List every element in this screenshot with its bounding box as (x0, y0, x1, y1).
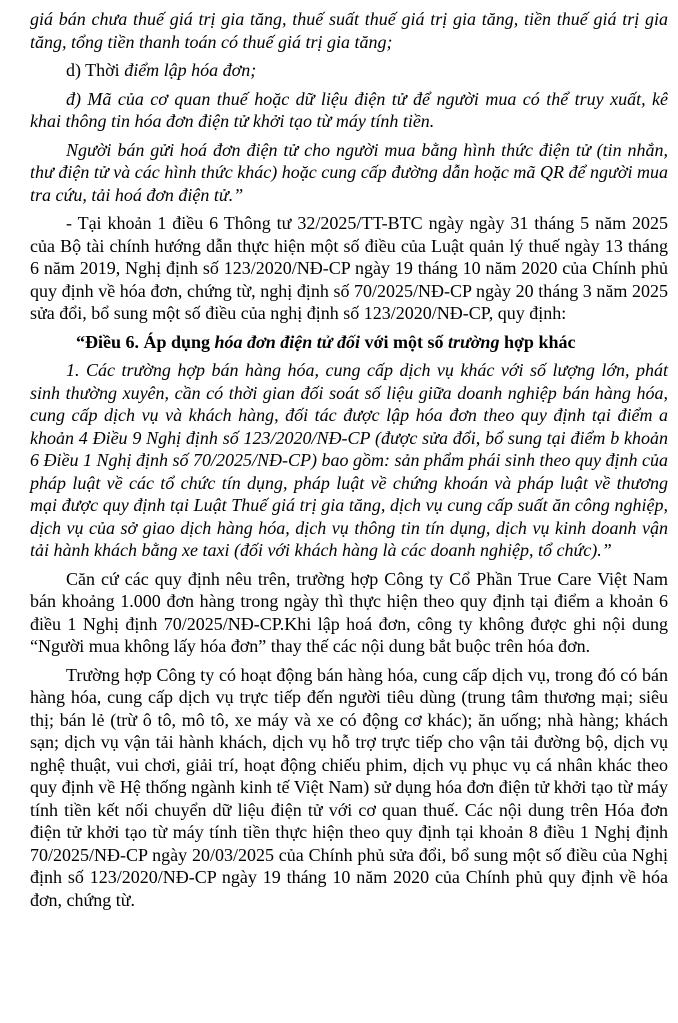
text-run: với một số (360, 331, 448, 352)
text-run: Căn cứ các quy định nêu trên, trường hợp Công ty Cổ Phần True Care Việt Nam bán khoảng 1.000 đơn hàng trong ngày thì thực hiện theo quy định tại điểm a khoản 6 điều 1 Nghị định 70/2025/NĐ-CP.Khi lập hoá đơn, công ty không được ghi nội dung “Người mua không lấy hóa đơn” thay thế các nội dung bắt buộc trên hóa đơn. (30, 568, 668, 656)
text-run: giá bán chưa thuế giá trị gia tăng, thuế suất thuế giá trị gia tăng, tiền thuế giá trị gia tăng, tổng tiền thanh toán có thuế giá trị gia tăng; (30, 9, 668, 52)
paragraph-p7-clause-1 (30, 359, 668, 562)
text-run: hóa đơn điện tử đối (214, 331, 361, 352)
paragraph-p8-conclusion-true-care (30, 568, 668, 658)
paragraph-p1-continued-quote (30, 8, 668, 53)
text-run: hợp khác (499, 331, 576, 352)
document-body (30, 8, 668, 911)
paragraph-p6-article-6-heading (30, 331, 668, 354)
text-run: trường (447, 331, 500, 352)
text-run: Trường hợp Công ty có hoạt động bán hàng hóa, cung cấp dịch vụ, trong đó có bán hàng hóa, cung cấp dịch vụ trực tiếp đến người tiêu dùng (trung tâm thương mại; siêu thị; bán lẻ (trừ ô tô, mô tô, xe máy và xe có động cơ khác); ăn uống; nhà hàng; khách sạn; dịch vụ vận tải hành khách, dịch vụ hỗ trợ trực tiếp cho vận tải đường bộ, dịch vụ nghệ thuật, vui chơi, giải trí, hoạt động chiếu phim, dịch vụ phục vụ cá nhân khác theo quy định về Hệ thống ngành kinh tế Việt Nam) sử dụng hóa đơn điện tử khởi tạo từ máy tính tiền kết nối chuyển dữ liệu điện tử với cơ quan thuế. Các nội dung trên Hóa đơn điện tử khởi tạo từ máy tính tiền thực hiện theo quy định tại khoản 8 điều 1 Nghị định 70/2025/NĐ-CP ngày 20/03/2025 của Chính phủ sửa đổi, bổ sung một số điều của Nghị định số 123/2020/NĐ-CP ngày 19 tháng 10 năm 2020 của Chính phủ quy định về hóa đơn, chứng từ. (30, 664, 668, 910)
text-run: 1. Các trường hợp bán hàng hóa, cung cấp dịch vụ khác với số lượng lớn, phát sinh thường xuyên, cần có thời gian đối soát số liệu giữa doanh nghiệp bán hàng hóa, cung cấp dịch vụ và khách hàng, đối tác được lập hóa đơn theo quy định tại điểm a khoản 4 Điều 9 Nghị định số 123/2020/NĐ-CP (được sửa đổi, bổ sung tại điểm b khoản 6 Điều 1 Nghị định số 70/2025/NĐ-CP) bao gồm: sản phẩm phái sinh theo quy định của pháp luật về các tổ chức tín dụng, pháp luật về chứng khoán và pháp luật về thương mại được quy định tại Luật Thuế giá trị gia tăng, dịch vụ cung cấp suất ăn công nghiệp, dịch vụ của sở giao dịch hàng hóa, dịch vụ thông tin tín dụng, dịch vụ kinh doanh vận tải hành khách bằng xe taxi (đối với khách hàng là các doanh nghiệp, tổ chức).” (30, 360, 668, 560)
text-run: điểm lập hóa đơn; (124, 60, 257, 80)
paragraph-p3-point-dd (30, 88, 668, 133)
paragraph-p4-seller-sends-invoice (30, 139, 668, 207)
text-run: d) Thời (66, 60, 125, 80)
paragraph-p9-company-retail-case (30, 664, 668, 912)
paragraph-p5-circular-32-2025 (30, 212, 668, 325)
paragraph-p2-point-d (30, 59, 668, 82)
text-run: “Điều 6. Áp dụng (76, 331, 215, 352)
text-run: Người bán gửi hoá đơn điện tử cho người mua bằng hình thức điện tử (tin nhắn, thư điện tử và các hình thức khác) hoặc cung cấp đường dẫn hoặc mã QR để người mua tra cứu, tải hoá đơn điện tử.” (30, 139, 668, 205)
text-run: - Tại khoản 1 điều 6 Thông tư 32/2025/TT-BTC ngày ngày 31 tháng 5 năm 2025 của Bộ tài chính hướng dẫn thực hiện một số điều của Luật quản lý thuế ngày 13 tháng 6 năm 2019, Nghị định số 123/2020/NĐ-CP ngày 19 tháng 10 năm 2020 của Chính phủ quy định về hóa đơn, chứng từ, nghị định số 70/2025/NĐ-CP ngày 20 tháng 3 năm 2025 sửa đổi, bổ sung một số điều của nghị định số 123/2020/NĐ-CP, quy định: (30, 213, 668, 323)
text-run: đ) Mã của cơ quan thuế hoặc dữ liệu điện tử để người mua có thể truy xuất, kê khai thông tin hóa đơn điện tử khởi tạo từ máy tính tiền. (30, 88, 668, 131)
